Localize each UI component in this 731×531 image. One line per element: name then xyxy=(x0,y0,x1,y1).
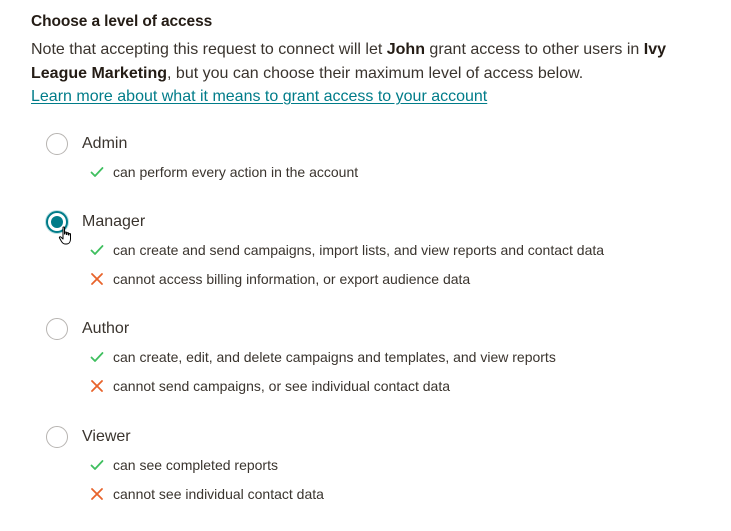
permission-text: cannot see individual contact data xyxy=(113,486,324,503)
option-label: Manager xyxy=(82,213,146,230)
cross-icon xyxy=(90,272,104,286)
note-text: Note that accepting this request to connect will let xyxy=(31,41,387,58)
learn-more-link[interactable]: Learn more about what it means to grant access to your account xyxy=(31,88,488,105)
check-icon xyxy=(90,458,104,472)
permission-item xyxy=(90,235,604,265)
radio-button-author[interactable] xyxy=(46,318,68,340)
permission-text: can perform every action in the account xyxy=(113,163,359,180)
radio-button-viewer[interactable] xyxy=(46,426,68,448)
option-label: Author xyxy=(82,320,130,337)
option-label: Admin xyxy=(82,135,128,152)
permission-text: cannot send campaigns, or see individual contact data xyxy=(113,378,450,395)
note-text: , but you can choose their maximum level of access below. xyxy=(167,65,584,82)
radio-admin[interactable] xyxy=(46,131,358,157)
note-text: grant access to other users in xyxy=(424,41,644,58)
check-icon xyxy=(90,350,104,364)
access-option-viewer xyxy=(46,424,324,509)
permission-text: cannot access billing information, or export audience data xyxy=(113,271,471,288)
permission-item xyxy=(90,450,324,480)
permission-item xyxy=(90,265,604,295)
radio-author[interactable] xyxy=(46,316,556,342)
cross-icon xyxy=(90,379,104,393)
organization-name: Ivy League Marketing xyxy=(31,41,666,82)
access-option-manager xyxy=(46,209,604,294)
permission-text: can see completed reports xyxy=(113,456,278,473)
user-name: John xyxy=(386,41,425,58)
permission-item xyxy=(90,342,556,372)
permission-item xyxy=(90,480,324,510)
permission-text: can create, edit, and delete campaigns and templates, and view reports xyxy=(113,348,556,365)
access-option-author xyxy=(46,316,556,401)
permission-item xyxy=(90,372,556,402)
option-label: Viewer xyxy=(82,428,131,445)
cross-icon xyxy=(90,487,104,501)
radio-button-manager[interactable] xyxy=(46,211,68,233)
section-heading: Choose a level of access xyxy=(31,13,213,30)
radio-viewer[interactable] xyxy=(46,424,324,450)
radio-button-admin[interactable] xyxy=(46,133,68,155)
permission-text: can create and send campaigns, import lists, and view reports and contact data xyxy=(113,241,605,258)
permission-item xyxy=(90,157,358,187)
access-note xyxy=(31,38,691,86)
radio-manager[interactable] xyxy=(46,209,604,235)
access-option-admin xyxy=(46,131,358,187)
check-icon xyxy=(90,165,104,179)
check-icon xyxy=(90,243,104,257)
